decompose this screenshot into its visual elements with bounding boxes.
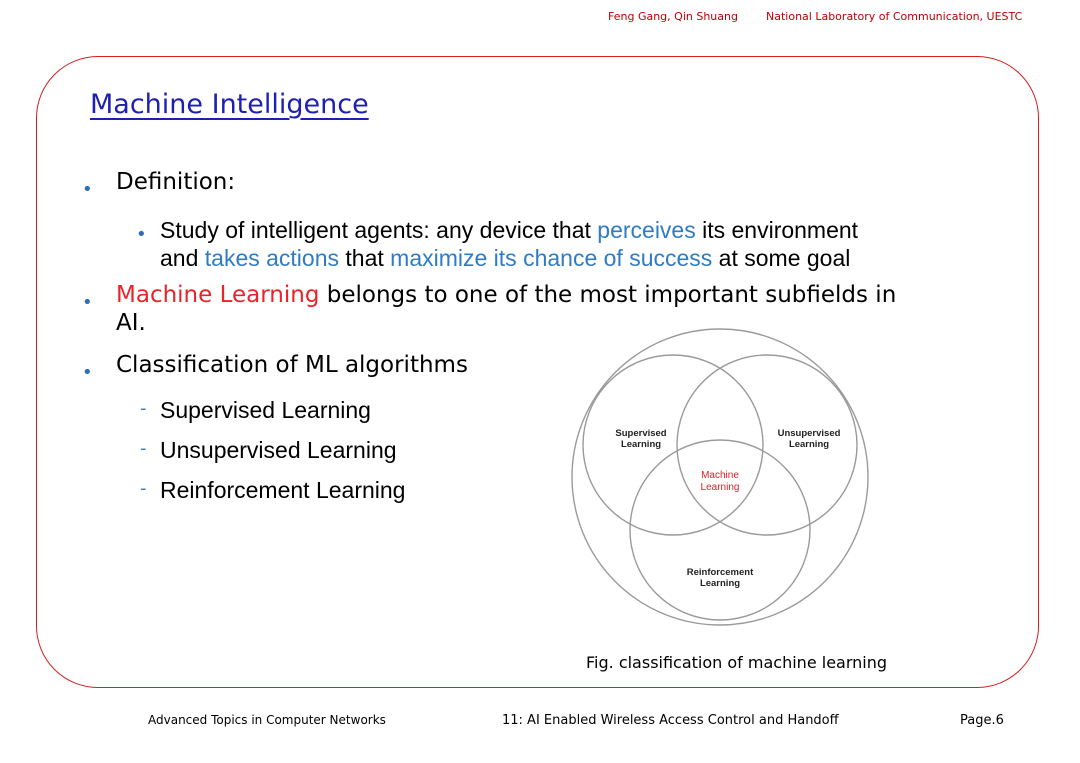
ml-highlight: Machine Learning [116,282,320,308]
definition-line2-mid: that [339,245,391,271]
bullet-dot: • [82,179,93,200]
definition-perceives: perceives [597,217,696,243]
unsupervised-circle [677,355,857,535]
supervised-label-2: Learning [620,439,662,450]
footer-course: Advanced Topics in Computer Networks [148,713,386,727]
unsupervised-label-2: Learning [788,439,830,450]
header-lab: National Laboratory of Communication, UESTC [766,10,1023,23]
definition-line1-pre: Study of intelligent agents: any device that [160,217,598,243]
slide-title: Machine Intelligence [90,89,369,120]
sub-bullet-dot: • [136,224,147,245]
definition-line2-pre: and [160,245,205,271]
definition-label: Definition: [116,169,236,195]
definition-maximize: maximize its chance of success [390,245,713,271]
supervised-circle [583,355,763,535]
classification-label: Classification of ML algorithms [116,352,468,378]
figure-caption: Fig. classification of machine learning [586,653,888,672]
footer-page: Page.6 [960,713,1004,728]
definition-takes-actions: takes actions [204,245,340,271]
reinforcement-circle [630,440,810,620]
sub-dash: - [140,438,147,459]
header-authors: Feng Gang, Qin Shuang [608,10,738,23]
ml-line-2: AI. [116,310,146,336]
definition-line2-post: at some goal [712,245,851,271]
center-label-1: Machine [701,470,739,481]
sub-dash: - [140,478,147,499]
unsupervised-label-1: Unsupervised [777,428,841,439]
definition-line-2 [160,243,850,273]
definition-line1-post: its environment [695,217,859,243]
supervised-label-1: Supervised [615,428,667,439]
center-label-2: Learning [700,482,740,493]
venn-diagram [570,315,870,635]
bullet-dot: • [82,292,93,313]
footer-lecture: 11: AI Enabled Wireless Access Control and Handoff [502,713,839,728]
classification-item-reinforcement: Reinforcement Learning [160,477,406,503]
classification-item-unsupervised: Unsupervised Learning [160,437,397,463]
ml-line1-rest: belongs to one of the most important subfields in [319,282,897,308]
bullet-dot: • [82,362,93,383]
reinforcement-label-2: Learning [699,578,741,589]
definition-line-1 [160,215,858,245]
reinforcement-label-1: Reinforcement [686,567,754,578]
sub-dash: - [140,398,147,419]
ml-line-1 [116,282,896,308]
classification-item-supervised: Supervised Learning [160,397,371,423]
